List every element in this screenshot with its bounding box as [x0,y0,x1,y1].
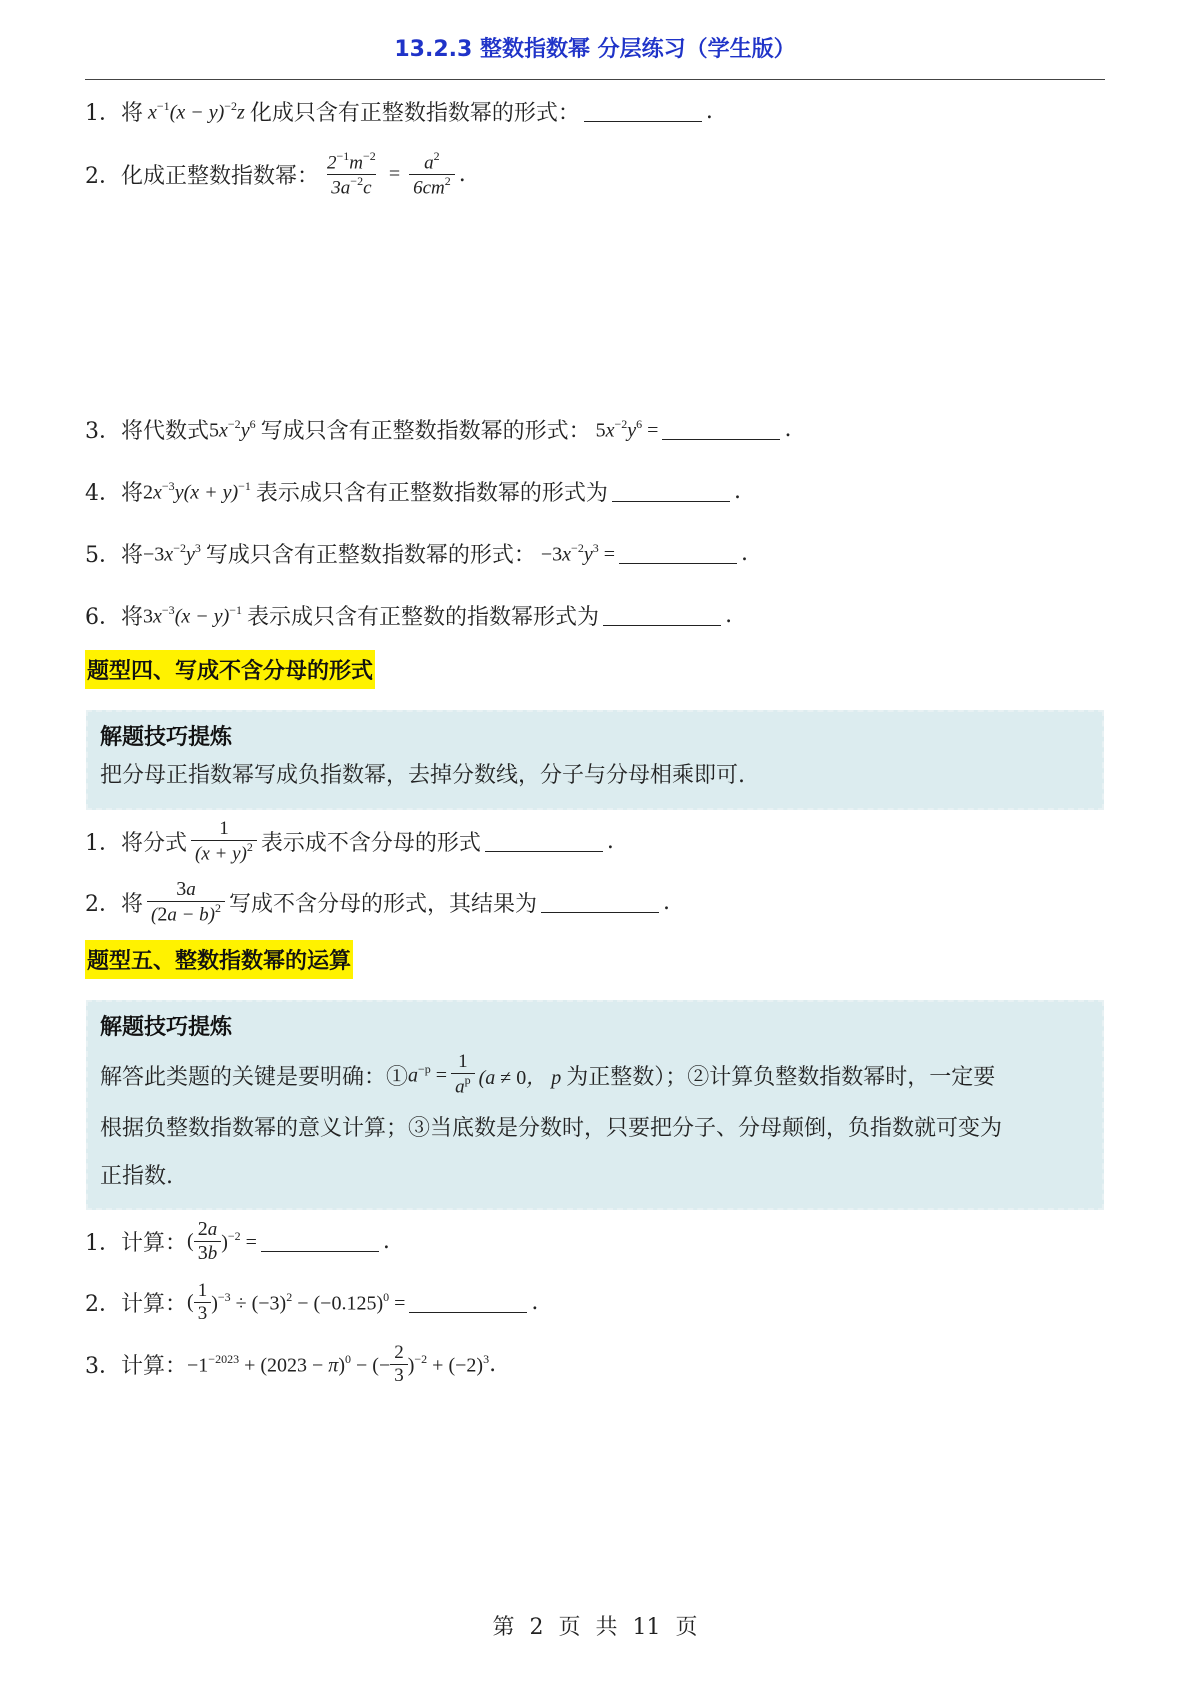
section-heading-4: 题型四、写成不含分母的形式 [85,650,375,689]
question-text: 化成正整数指数幂： [121,164,320,190]
question-text: 写成只含有正整数指数幂的形式： [205,543,536,568]
page-title: 13.2.3 整数指数幂 分层练习（学生版） [394,37,796,62]
tip-line-3: 正指数. [100,1164,173,1189]
question-text: 将 [121,481,144,506]
math-expression: $-3x^{-2}y^3$ [143,540,201,566]
period: . [458,162,466,188]
question-text: 表示成只含有正整数指数幂的形式为 [255,481,608,506]
exercise-4 [85,476,741,507]
period: . [733,479,741,504]
math-expression: )$^{-3} \div (-3)^2 - (-0.125)^0$ = [211,1289,406,1315]
math-expression: $3x^{-3}(x - y)^{-1}$ [143,602,243,628]
exercise-2 [85,150,466,199]
fraction-left: $\frac{2^{-1}m^{-2}}{3a^{-2}c}$ [327,149,376,199]
answer-blank[interactable] [409,1292,527,1313]
question-text: 计算： [121,1353,188,1379]
question-text: 写成不含分母的形式，其结果为 [229,891,538,917]
period: . [741,541,748,566]
question-text: 写成只含有正整数指数幂的形式： [260,419,591,444]
fraction-right: $\frac{a^2}{6cm^2}$ [409,150,455,199]
answer-blank[interactable] [541,892,659,913]
math-expression: $5x^{-2}y^6$ = [595,416,659,442]
tip-line-1 [100,1046,1090,1104]
tip-box-4 [86,710,1104,810]
fraction: $\frac{1}{a^p}$ [451,1051,475,1098]
exercise-5-2 [85,1280,538,1325]
math-expression: $-3x^{-2}y^3$ = [540,540,615,566]
answer-blank[interactable] [662,419,780,440]
period: . [663,889,671,915]
question-text: 将代数式 [121,419,210,444]
math-expression: ( [187,1230,194,1252]
answer-blank[interactable] [485,831,603,852]
math-expression: $5x^{-2}y^6$ [209,416,256,442]
fraction: $\frac{2a}{3b}$ [194,1218,222,1265]
fraction: $\frac{1}{3}$ [194,1280,212,1325]
question-text: 计算： [121,1291,188,1317]
question-number: 1． [85,831,121,857]
question-number: 2． [85,1291,121,1317]
question-text: 将 [121,891,144,917]
math-expression: (a ≠ 0， p [478,1066,567,1089]
math-expression: )$^{-2} + (-2)^3$ [407,1351,490,1377]
math-expression: )$^{-2}$ = [221,1228,257,1254]
answer-blank[interactable] [584,101,702,122]
question-number: 6． [85,605,121,630]
tip-line-2: 根据负整数指数幂的意义计算；③当底数是分数时，只要把分子、分母颠倒，负指数就可变为 [100,1116,1003,1141]
period: . [489,1351,497,1377]
period: . [531,1289,539,1315]
page-footer: 第 2 页 共 11 页 [492,1615,698,1640]
question-text: 表示成不含分母的形式 [260,831,481,857]
question-text: 化成只含有正整数指数幂的形式： [249,101,580,126]
tip-title: 解题技巧提炼 [100,1015,233,1040]
period: . [606,829,614,855]
question-text: 将分式 [121,831,188,857]
question-text: 将 [121,605,144,630]
question-number: 1． [85,1231,121,1256]
fraction: $\frac{1}{(x + y)^2}$ [191,818,257,865]
question-number: 4． [85,481,121,506]
tip-text: 解答此类题的关键是要明确：① [100,1064,409,1090]
exercise-5-3 [85,1342,496,1387]
question-number: 3． [85,1353,121,1379]
tip-text: 把分母正指数幂写成负指数幂，去掉分数线，分子与分母相乘即可. [100,763,745,788]
question-number: 2． [85,891,121,917]
exercise-4-2 [85,878,670,926]
tip-title: 解题技巧提炼 [100,725,233,750]
math-expression: ( [187,1290,194,1313]
exercise-5-1 [85,1218,390,1265]
answer-blank[interactable] [603,605,721,626]
math-expression: $x^{-1}(x - y)^{-2}z$ [143,98,250,124]
exercise-4-1 [85,818,614,865]
period: . [705,99,713,124]
exercise-3 [85,414,791,445]
exercise-5 [85,538,748,569]
tip-box-5 [86,1000,1104,1210]
answer-blank[interactable] [261,1231,379,1252]
tip-text: 为正整数）；②计算负整数指数幂时，一定要 [566,1064,996,1090]
question-number: 2． [85,164,121,190]
question-number: 3． [85,419,121,444]
question-text: 将 [121,543,144,568]
period: . [382,1229,390,1254]
math-expression: $-1^{-2023} + (2023 - \pi)^0$ − (− [187,1351,391,1377]
header-divider [85,79,1105,80]
math-expression: $a^{-p}$ = [408,1062,448,1087]
question-number: 1． [85,101,121,126]
exercise-1 [85,96,713,127]
period: . [784,417,792,442]
fraction: $\frac{2}{3}$ [390,1342,408,1387]
period: . [725,603,733,628]
question-number: 5． [85,543,121,568]
question-text: 表示成只含有正整数的指数幂形式为 [247,605,600,630]
exercise-6 [85,600,732,631]
equals-sign: = [383,163,406,186]
fraction: $\frac{3a}{(2a - b)^2}$ [147,878,225,926]
question-text: 计算： [121,1231,188,1256]
math-expression: $2x^{-3}y(x + y)^{-1}$ [143,478,251,504]
answer-blank[interactable] [619,543,737,564]
section-heading-5: 题型五、整数指数幂的运算 [85,940,353,979]
answer-blank[interactable] [612,481,730,502]
question-text: 将 [121,101,144,126]
